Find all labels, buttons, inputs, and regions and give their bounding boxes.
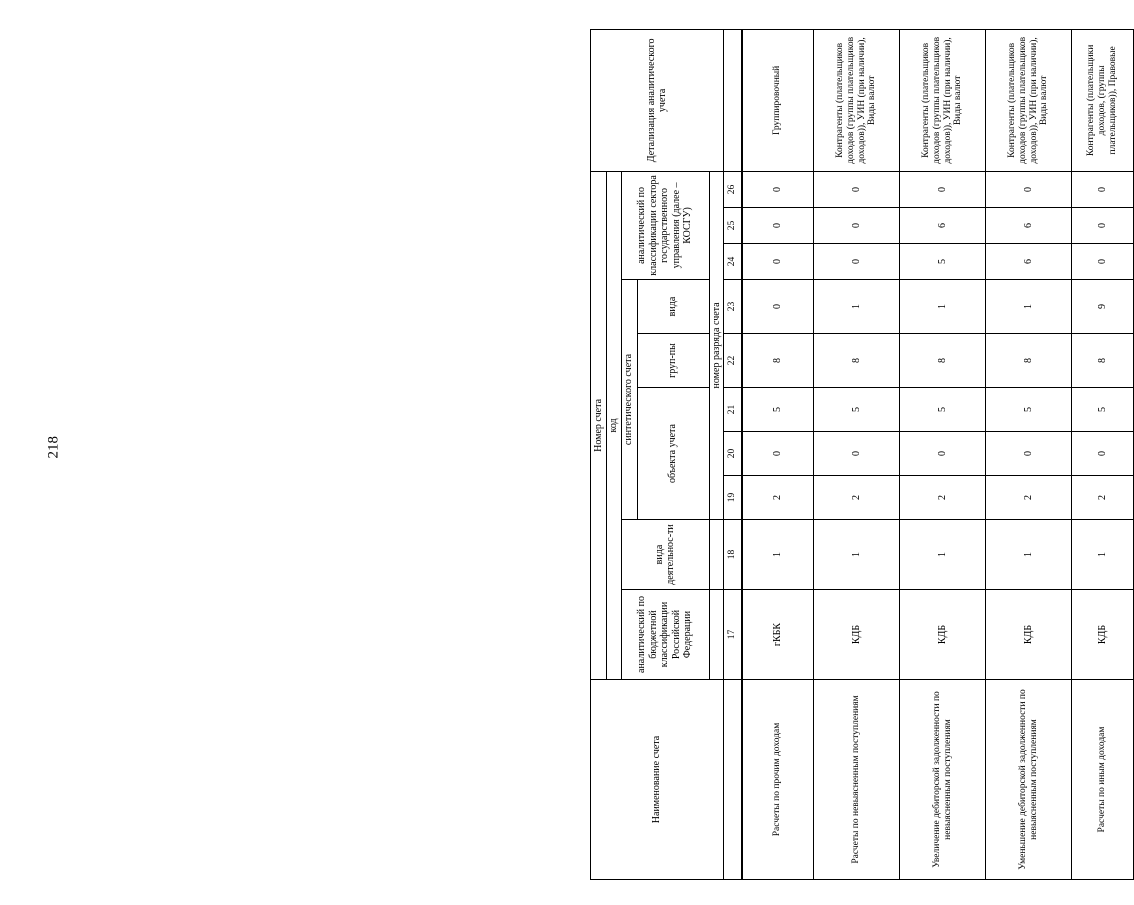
header-name: Наименование счета bbox=[591, 680, 724, 880]
detail-text: Контрагенты (плательщиков доходов (группы плательщиков доходов)), УИН (при наличии), Виды валют bbox=[900, 29, 986, 171]
code-value: 0 bbox=[742, 280, 814, 334]
code-value: 5 bbox=[1072, 388, 1134, 432]
code-value: 2 bbox=[742, 476, 814, 520]
detail-text: Контрагенты (плательщиков доходов (группы плательщиков доходов)), УИН (при наличии), Виды валют bbox=[814, 29, 900, 171]
digit-number: 20 bbox=[724, 432, 742, 476]
page-number: 218 bbox=[45, 436, 62, 459]
code-value: 6 bbox=[986, 244, 1072, 280]
table-row bbox=[814, 29, 900, 879]
code-value: 1 bbox=[814, 280, 900, 334]
code-value: 1 bbox=[986, 520, 1072, 590]
code-value: 0 bbox=[900, 432, 986, 476]
digit-number: 18 bbox=[724, 520, 742, 590]
digit-number: 19 bbox=[724, 476, 742, 520]
code-value: 1 bbox=[814, 520, 900, 590]
code-value: 0 bbox=[1072, 244, 1134, 280]
code-value: 0 bbox=[814, 244, 900, 280]
code-value: 1 bbox=[986, 280, 1072, 334]
code-value: 1 bbox=[900, 520, 986, 590]
code-value: гКБК bbox=[742, 590, 814, 680]
code-value: 5 bbox=[900, 244, 986, 280]
code-value: 8 bbox=[742, 334, 814, 388]
code-value: 6 bbox=[900, 208, 986, 244]
code-value: 2 bbox=[986, 476, 1072, 520]
code-value: 8 bbox=[900, 334, 986, 388]
header-activity: вида деятельнос-ти bbox=[621, 520, 709, 590]
table-row bbox=[742, 29, 814, 879]
header-code: код bbox=[607, 171, 622, 679]
code-value: 0 bbox=[1072, 171, 1134, 207]
detail-text: Контрагенты (плательщиков доходов (группы плательщиков доходов)), УИН (при наличии), Виды валют bbox=[986, 29, 1072, 171]
detail-text: Контрагенты (плательщики доходов, (группы плательщиков)), Правовые bbox=[1072, 29, 1134, 171]
code-value: 5 bbox=[900, 388, 986, 432]
code-value: 0 bbox=[742, 208, 814, 244]
account-table bbox=[590, 29, 1134, 880]
table-row bbox=[1072, 29, 1134, 879]
header-object: объекта учета bbox=[637, 388, 709, 520]
account-name: Расчеты по прочим доходам bbox=[742, 680, 814, 880]
code-value: 0 bbox=[986, 171, 1072, 207]
code-value: 6 bbox=[986, 208, 1072, 244]
header-digits: номер разряда счета bbox=[709, 171, 724, 519]
account-table-container bbox=[590, 30, 1118, 880]
account-name: Уменьшение дебиторской задолженности по невыясненным поступлениям bbox=[986, 680, 1072, 880]
code-value: 0 bbox=[1072, 432, 1134, 476]
digit-number: 21 bbox=[724, 388, 742, 432]
header-kosgu: аналитический по классификации сектора государственного управления (далее – КОСГУ) bbox=[621, 171, 709, 279]
code-value: КДБ bbox=[814, 590, 900, 680]
code-value: 2 bbox=[1072, 476, 1134, 520]
digit-number: 22 bbox=[724, 334, 742, 388]
code-value: 0 bbox=[814, 432, 900, 476]
header-group: груп-пы bbox=[637, 334, 709, 388]
digit-number: 17 bbox=[724, 590, 742, 680]
code-value: 5 bbox=[986, 388, 1072, 432]
code-value: 8 bbox=[1072, 334, 1134, 388]
code-value: 0 bbox=[814, 208, 900, 244]
detail-text: Группировочный bbox=[742, 29, 814, 171]
code-value: 0 bbox=[742, 244, 814, 280]
code-value: КДБ bbox=[1072, 590, 1134, 680]
code-value: КДБ bbox=[986, 590, 1072, 680]
code-value: 9 bbox=[1072, 280, 1134, 334]
digit-number: 23 bbox=[724, 280, 742, 334]
code-value: 0 bbox=[986, 432, 1072, 476]
code-value: 1 bbox=[1072, 520, 1134, 590]
code-value: 8 bbox=[814, 334, 900, 388]
code-value: 0 bbox=[742, 171, 814, 207]
code-value: 0 bbox=[814, 171, 900, 207]
digit-number: 25 bbox=[724, 208, 742, 244]
header-account-number: Номер счета bbox=[591, 171, 607, 679]
header-analytic-budget: аналитический по бюджетной классификации Российской Федерации bbox=[621, 590, 709, 680]
code-value: 5 bbox=[814, 388, 900, 432]
account-name: Расчеты по иным доходам bbox=[1072, 680, 1134, 880]
header-synthetic: синтетического счета bbox=[621, 280, 637, 520]
header-detail: Детализация аналитического учета bbox=[591, 29, 724, 171]
code-value: 0 bbox=[742, 432, 814, 476]
code-value: 2 bbox=[900, 476, 986, 520]
code-value: КДБ bbox=[900, 590, 986, 680]
table-row bbox=[986, 29, 1072, 879]
code-value: 8 bbox=[986, 334, 1072, 388]
digit-number: 26 bbox=[724, 171, 742, 207]
code-value: 5 bbox=[742, 388, 814, 432]
code-value: 1 bbox=[742, 520, 814, 590]
code-value: 2 bbox=[814, 476, 900, 520]
account-name: Расчеты по невыясненным поступлениям bbox=[814, 680, 900, 880]
code-value: 1 bbox=[900, 280, 986, 334]
code-value: 0 bbox=[900, 171, 986, 207]
table-row bbox=[900, 29, 986, 879]
digit-number: 24 bbox=[724, 244, 742, 280]
header-kind: вида bbox=[637, 280, 709, 334]
code-value: 0 bbox=[1072, 208, 1134, 244]
account-name: Увеличение дебиторской задолженности по невыясненным поступлениям bbox=[900, 680, 986, 880]
